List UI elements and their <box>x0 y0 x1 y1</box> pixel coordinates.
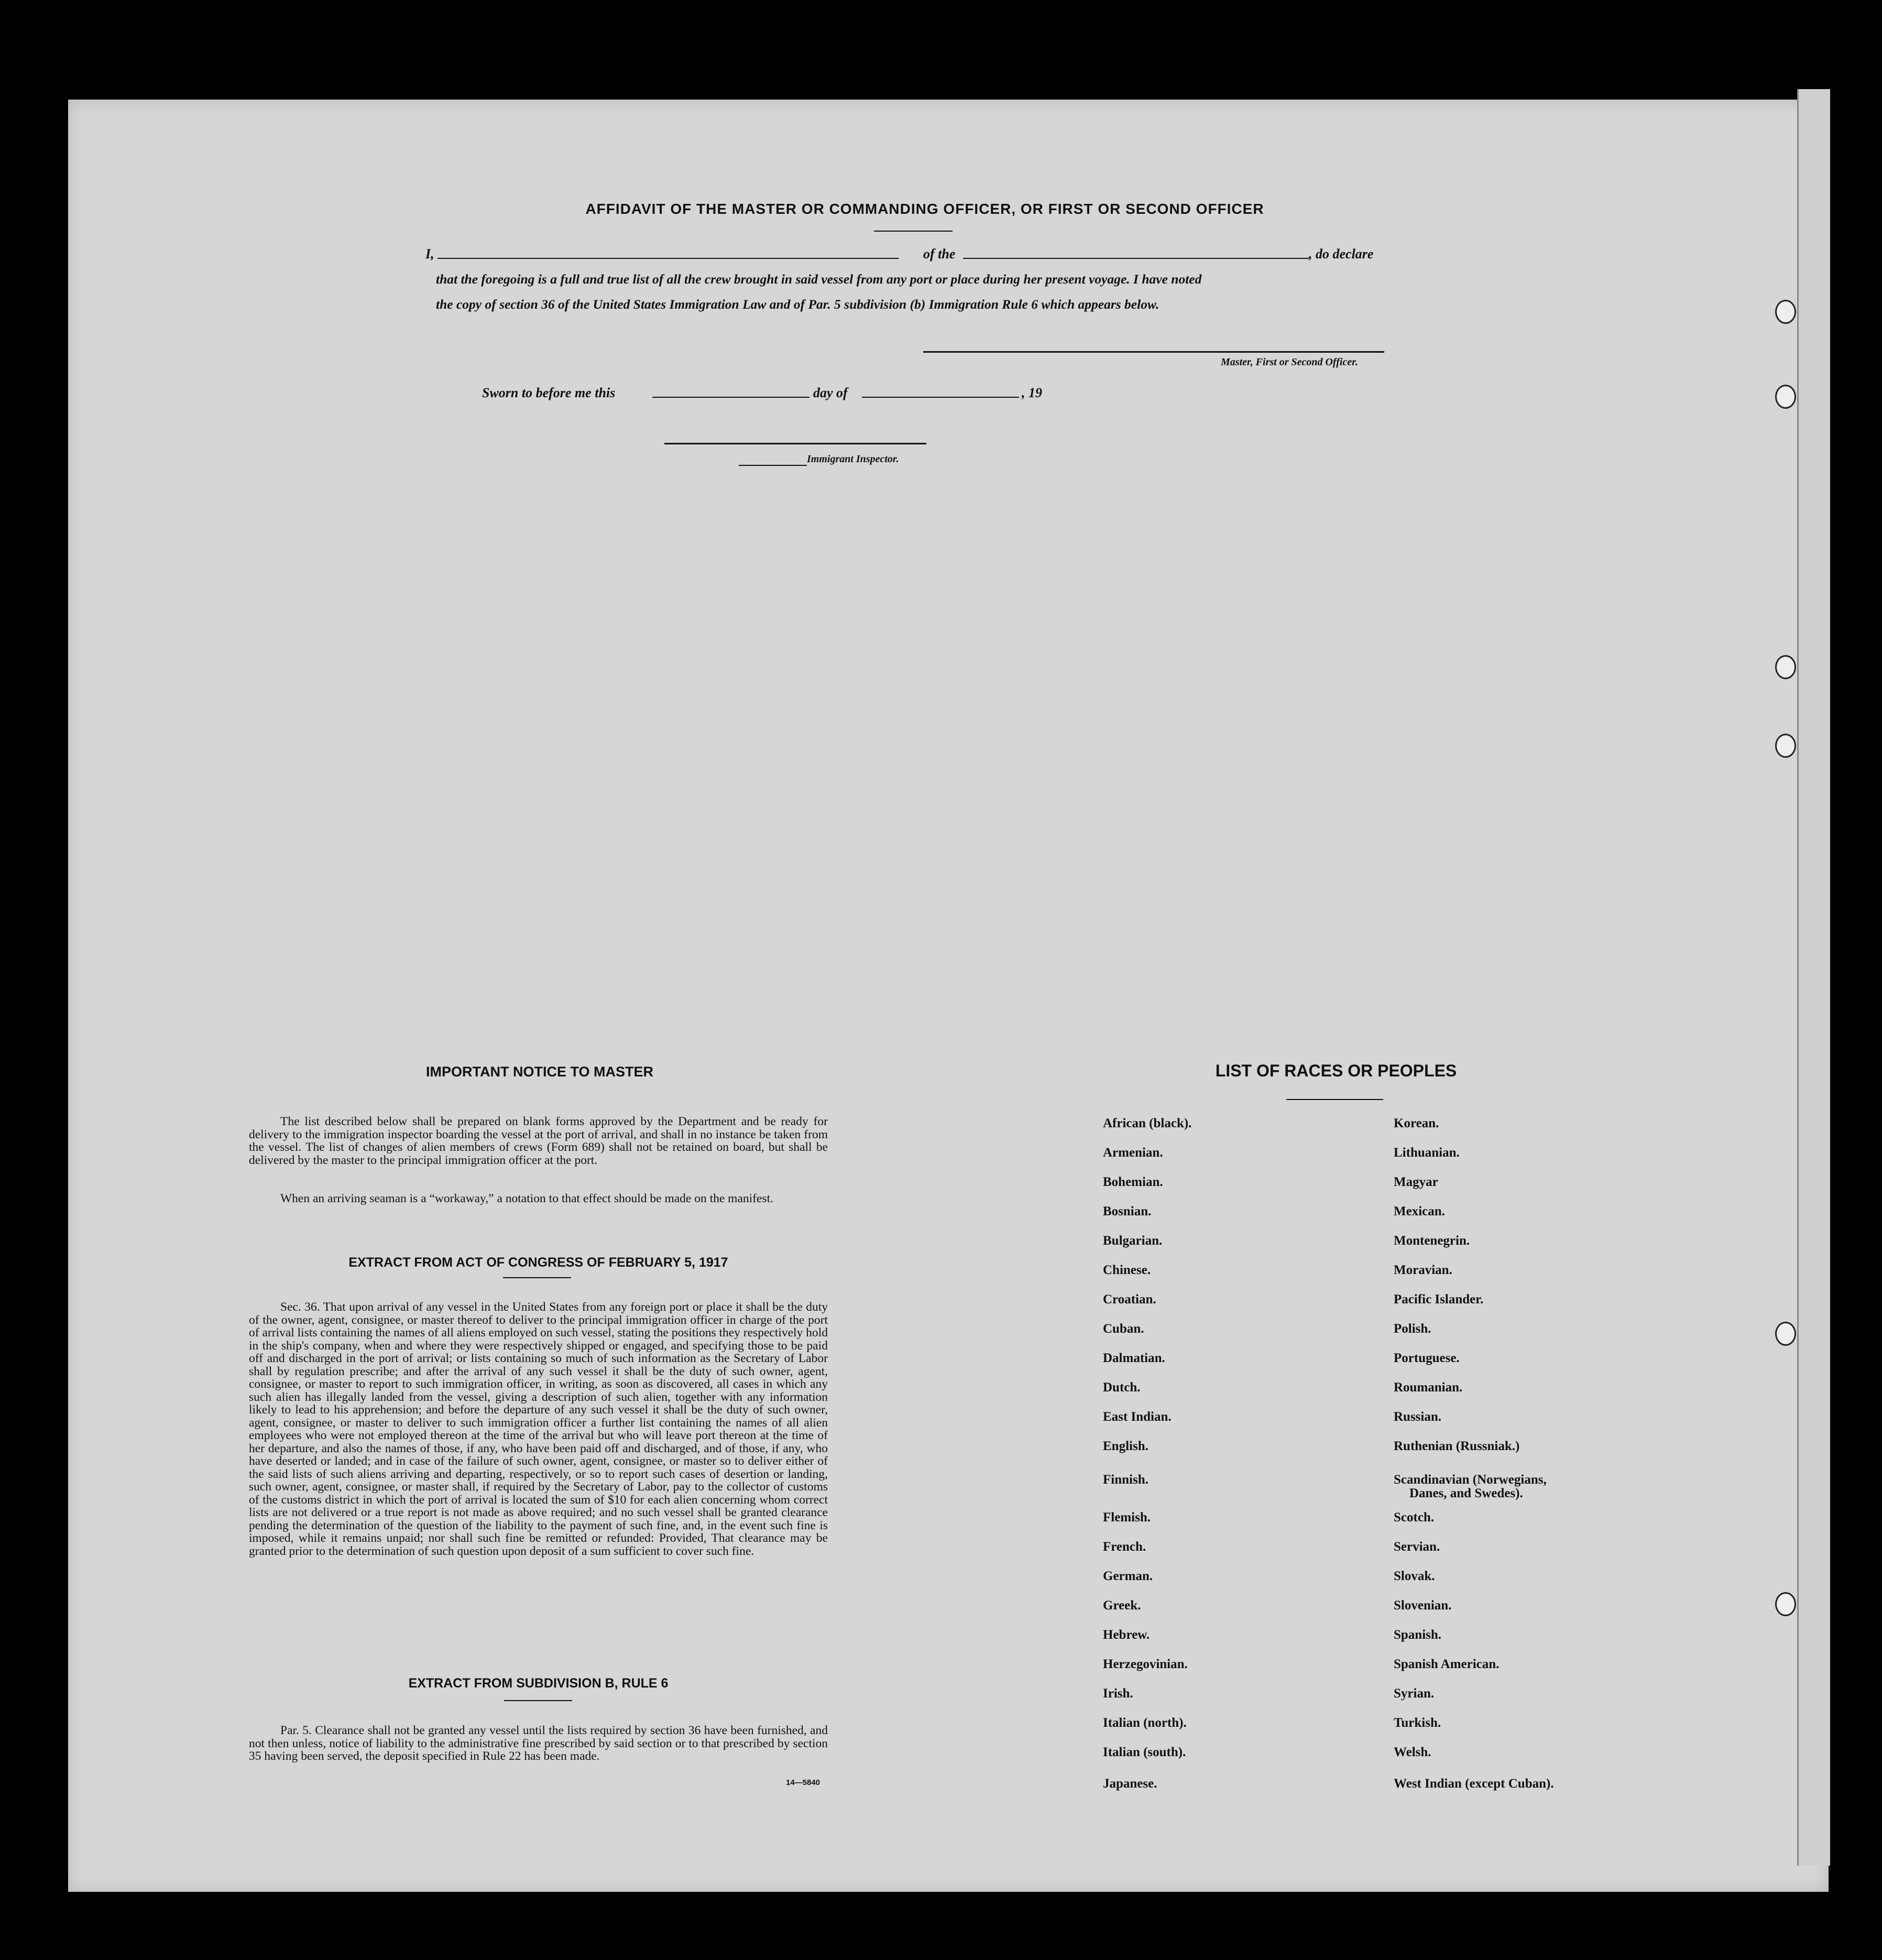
race-item: Mexican. <box>1394 1204 1445 1218</box>
race-item: French. <box>1103 1540 1146 1554</box>
race-item: German. <box>1103 1569 1153 1583</box>
race-item: Korean. <box>1394 1116 1439 1130</box>
extract-act-title: EXTRACT FROM ACT OF CONGRESS OF FEBRUARY 5, 1917 <box>348 1255 728 1270</box>
race-item: Dalmatian. <box>1103 1351 1165 1365</box>
race-item: West Indian (except Cuban). <box>1394 1777 1554 1791</box>
race-item: Lithuanian. <box>1394 1146 1460 1160</box>
race-item: African (black). <box>1103 1116 1192 1130</box>
divider <box>1286 1099 1383 1100</box>
binder-hole <box>1775 655 1796 679</box>
form-number: 14—5840 <box>786 1778 820 1787</box>
race-item: Roumanian. <box>1394 1380 1463 1395</box>
extract-rule-title: EXTRACT FROM SUBDIVISION B, RULE 6 <box>408 1676 669 1691</box>
race-item: Montenegrin. <box>1394 1234 1470 1248</box>
signature-line[interactable] <box>923 351 1384 353</box>
affidavit-i-label: I, <box>425 246 434 262</box>
document-page <box>68 100 1829 1892</box>
divider <box>503 1277 571 1278</box>
notice-paragraph-1: The list described below shall be prepared on blank forms approved by the Department and be ready for delivery to the immigration inspector boarding the vessel at the port of arrival, and shall in no instance be taken from the vessel. The list of changes of alien members of crews (Form 689) shall not be retained on board, but shall be delivered by the master to the principal immigration officer at the port. <box>249 1115 828 1167</box>
race-item: Russian. <box>1394 1410 1442 1424</box>
inspector-caption: Immigrant Inspector. <box>807 453 899 465</box>
sworn-month-blank[interactable] <box>862 397 1019 398</box>
race-item: Pacific Islander. <box>1394 1292 1484 1306</box>
affidavit-declare-label: , do declare <box>1309 246 1374 262</box>
name-blank[interactable] <box>437 258 899 259</box>
race-item: Ruthenian (Russniak.) <box>1394 1439 1520 1453</box>
race-item: Slovak. <box>1394 1569 1435 1583</box>
binder-hole <box>1775 300 1796 324</box>
divider <box>504 1700 572 1701</box>
race-item: Cuban. <box>1103 1322 1144 1336</box>
race-item: Dutch. <box>1103 1380 1141 1395</box>
race-item: Welsh. <box>1394 1745 1431 1759</box>
race-item: Portuguese. <box>1394 1351 1460 1365</box>
race-item: Turkish. <box>1394 1716 1441 1730</box>
divider <box>874 231 953 232</box>
affidavit-line-2: that the foregoing is a full and true list of all the crew brought in said vessel from any port or place during her present voyage. I have noted <box>436 271 1202 287</box>
affidavit-of-the-label: of the <box>923 246 956 262</box>
race-item: Herzegovinian. <box>1103 1657 1188 1671</box>
notice-title: IMPORTANT NOTICE TO MASTER <box>426 1064 653 1080</box>
inspector-signature-line[interactable] <box>664 443 926 444</box>
binder-hole <box>1775 385 1796 409</box>
race-item: Scandinavian (Norwegians, <box>1394 1473 1547 1487</box>
race-item: Armenian. <box>1103 1146 1163 1160</box>
race-item: Slovenian. <box>1394 1598 1452 1613</box>
race-item: Spanish. <box>1394 1628 1442 1642</box>
race-item: Irish. <box>1103 1686 1133 1701</box>
vessel-blank[interactable] <box>963 258 1309 259</box>
race-item: Moravian. <box>1394 1263 1452 1277</box>
race-item: Chinese. <box>1103 1263 1151 1277</box>
race-item: Syrian. <box>1394 1686 1435 1701</box>
race-item: Greek. <box>1103 1598 1141 1613</box>
race-item: Hebrew. <box>1103 1628 1150 1642</box>
race-item: Japanese. <box>1103 1777 1157 1791</box>
inspector-underline <box>739 465 807 466</box>
binder-hole <box>1775 1322 1796 1346</box>
notice-paragraph-2: When an arriving seaman is a “workaway,” a notation to that effect should be made on the manifest. <box>280 1192 773 1205</box>
race-item: Italian (south). <box>1103 1745 1186 1759</box>
races-title: LIST OF RACES OR PEOPLES <box>1215 1061 1457 1080</box>
signature-caption: Master, First or Second Officer. <box>1221 356 1358 368</box>
binder-hole <box>1775 1592 1796 1616</box>
race-item: East Indian. <box>1103 1410 1172 1424</box>
race-item: Croatian. <box>1103 1292 1156 1306</box>
race-item: Spanish American. <box>1394 1657 1500 1671</box>
race-item-continuation: Danes, and Swedes). <box>1409 1486 1523 1500</box>
day-of-label: day of <box>813 385 848 400</box>
race-item: Scotch. <box>1394 1510 1435 1525</box>
race-item: Bulgarian. <box>1103 1234 1163 1248</box>
binder-hole <box>1775 734 1796 758</box>
race-item: Bosnian. <box>1103 1204 1152 1218</box>
race-item: Finnish. <box>1103 1473 1148 1487</box>
affidavit-title: AFFIDAVIT OF THE MASTER OR COMMANDING OFFICER, OR FIRST OR SECOND OFFICER <box>585 201 1264 217</box>
page-edge <box>1797 89 1830 1866</box>
race-item: Flemish. <box>1103 1510 1151 1525</box>
race-item: Servian. <box>1394 1540 1440 1554</box>
race-item: Magyar <box>1394 1175 1438 1189</box>
extract-rule-text: Par. 5. Clearance shall not be granted any vessel until the lists required by section 36 have been furnished, and not then unless, notice of liability to the administrative fine prescribed by said section or to that prescribed by section 35 having been served, the deposit specified in Rule 22 has been made. <box>249 1724 828 1763</box>
race-item: Italian (north). <box>1103 1716 1187 1730</box>
race-item: English. <box>1103 1439 1148 1453</box>
year-label: , 19 <box>1022 385 1042 400</box>
race-item: Bohemian. <box>1103 1175 1163 1189</box>
extract-act-text: Sec. 36. That upon arrival of any vessel in the United States from any foreign port or place it shall be the duty of the owner, agent, consignee, or master thereof to deliver to the principal immigration officer in charge of the port of arrival lists containing the names of all aliens employed on such vessel, stating the positions they respectively hold in the ship's company, when and where they were respectively shipped or engaged, and specifying those to be paid off and discharged in the port of arrival; or lists containing so much of such information as the Secretary of Labor shall by regulation prescribe; and after the arrival of any such vessel it shall be the duty of such owner, agent, consignee, or master to report to such immigration officer, in writing, as soon as discovered, all cases in which any such alien has illegally landed from the vessel, giving a description of such alien, together with any information likely to lead to his apprehension; and before the departure of any such vessel it shall be the duty of such owner, agent, consignee, or master to deliver to such immigration officer a further list containing the names of all alien employees who were not employed thereon at the time of the arrival but who will leave port thereon at the time of her departure, and also the names of those, if any, who have been paid off and discharged, and of those, if any, who have deserted or landed; and in case of the failure of such owner, agent, consignee, or master so to deliver either of the said lists of such aliens arriving and departing, respectively, or so to report such cases of desertion or landing, such owner, agent, consignee, or master shall, if required by the Secretary of Labor, pay to the collector of customs of the customs district in which the port of arrival is located the sum of $10 for each alien concerning whom correct lists are not delivered or a true report is not made as above required; and no such vessel shall be granted clearance pending the determination of the question of the liability to the payment of such fine, and, in the event such fine is imposed, while it remains unpaid; nor shall such fine be remitted or refunded: Provided, That clearance may be granted prior to the determination of such question upon deposit of a sum sufficient to cover such fine. <box>249 1300 828 1558</box>
race-item: Polish. <box>1394 1322 1431 1336</box>
sworn-day-blank[interactable] <box>652 397 809 398</box>
sworn-label: Sworn to before me this <box>482 385 616 400</box>
affidavit-line-3: the copy of section 36 of the United States Immigration Law and of Par. 5 subdivision (b) Immigration Rule 6 which appears below. <box>436 297 1159 312</box>
